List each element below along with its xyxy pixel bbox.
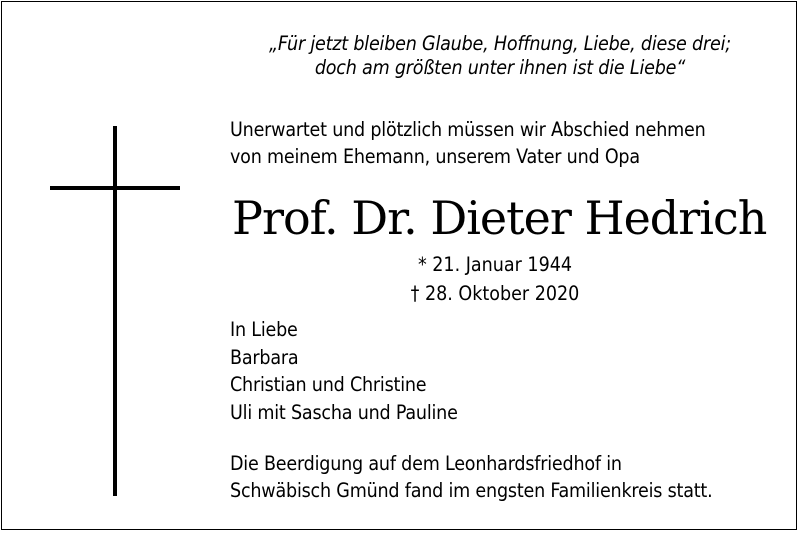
- funeral-note: [230, 450, 790, 504]
- bible-quote: [200, 32, 800, 80]
- funeral-line-2: Schwäbisch Gmünd fand im engsten Familienkreis statt.: [230, 479, 713, 502]
- intro-line-2: von meinem Ehemann, unserem Vater und Opa: [230, 145, 640, 168]
- intro-text: [230, 116, 790, 170]
- cross-vertical-bar: [113, 126, 117, 496]
- intro-line-1: Unerwartet und plötzlich müssen wir Abschied nehmen: [230, 118, 706, 141]
- deceased-name: Prof. Dr. Dieter Hedrich: [232, 191, 767, 245]
- mourner-line: Uli mit Sascha und Pauline: [230, 400, 458, 424]
- death-date: † 28. Oktober 2020: [410, 282, 580, 305]
- birth-date: * 21. Januar 1944: [417, 253, 573, 276]
- cross-horizontal-bar: [50, 186, 180, 190]
- quote-line-1: „Für jetzt bleiben Glaube, Hoffnung, Liebe, diese drei;: [269, 32, 731, 55]
- mourner-line: In Liebe: [230, 318, 298, 341]
- mourners-list: [230, 316, 790, 426]
- funeral-line-1: Die Beerdigung auf dem Leonhardsfriedhof in: [230, 452, 622, 475]
- quote-line-2: doch am größten unter ihnen ist die Liebe“: [314, 56, 686, 79]
- mourner-line: Christian und Christine: [230, 373, 427, 396]
- mourner-line: Barbara: [230, 345, 299, 369]
- life-dates: [300, 250, 690, 308]
- latin-cross-icon: [50, 126, 180, 496]
